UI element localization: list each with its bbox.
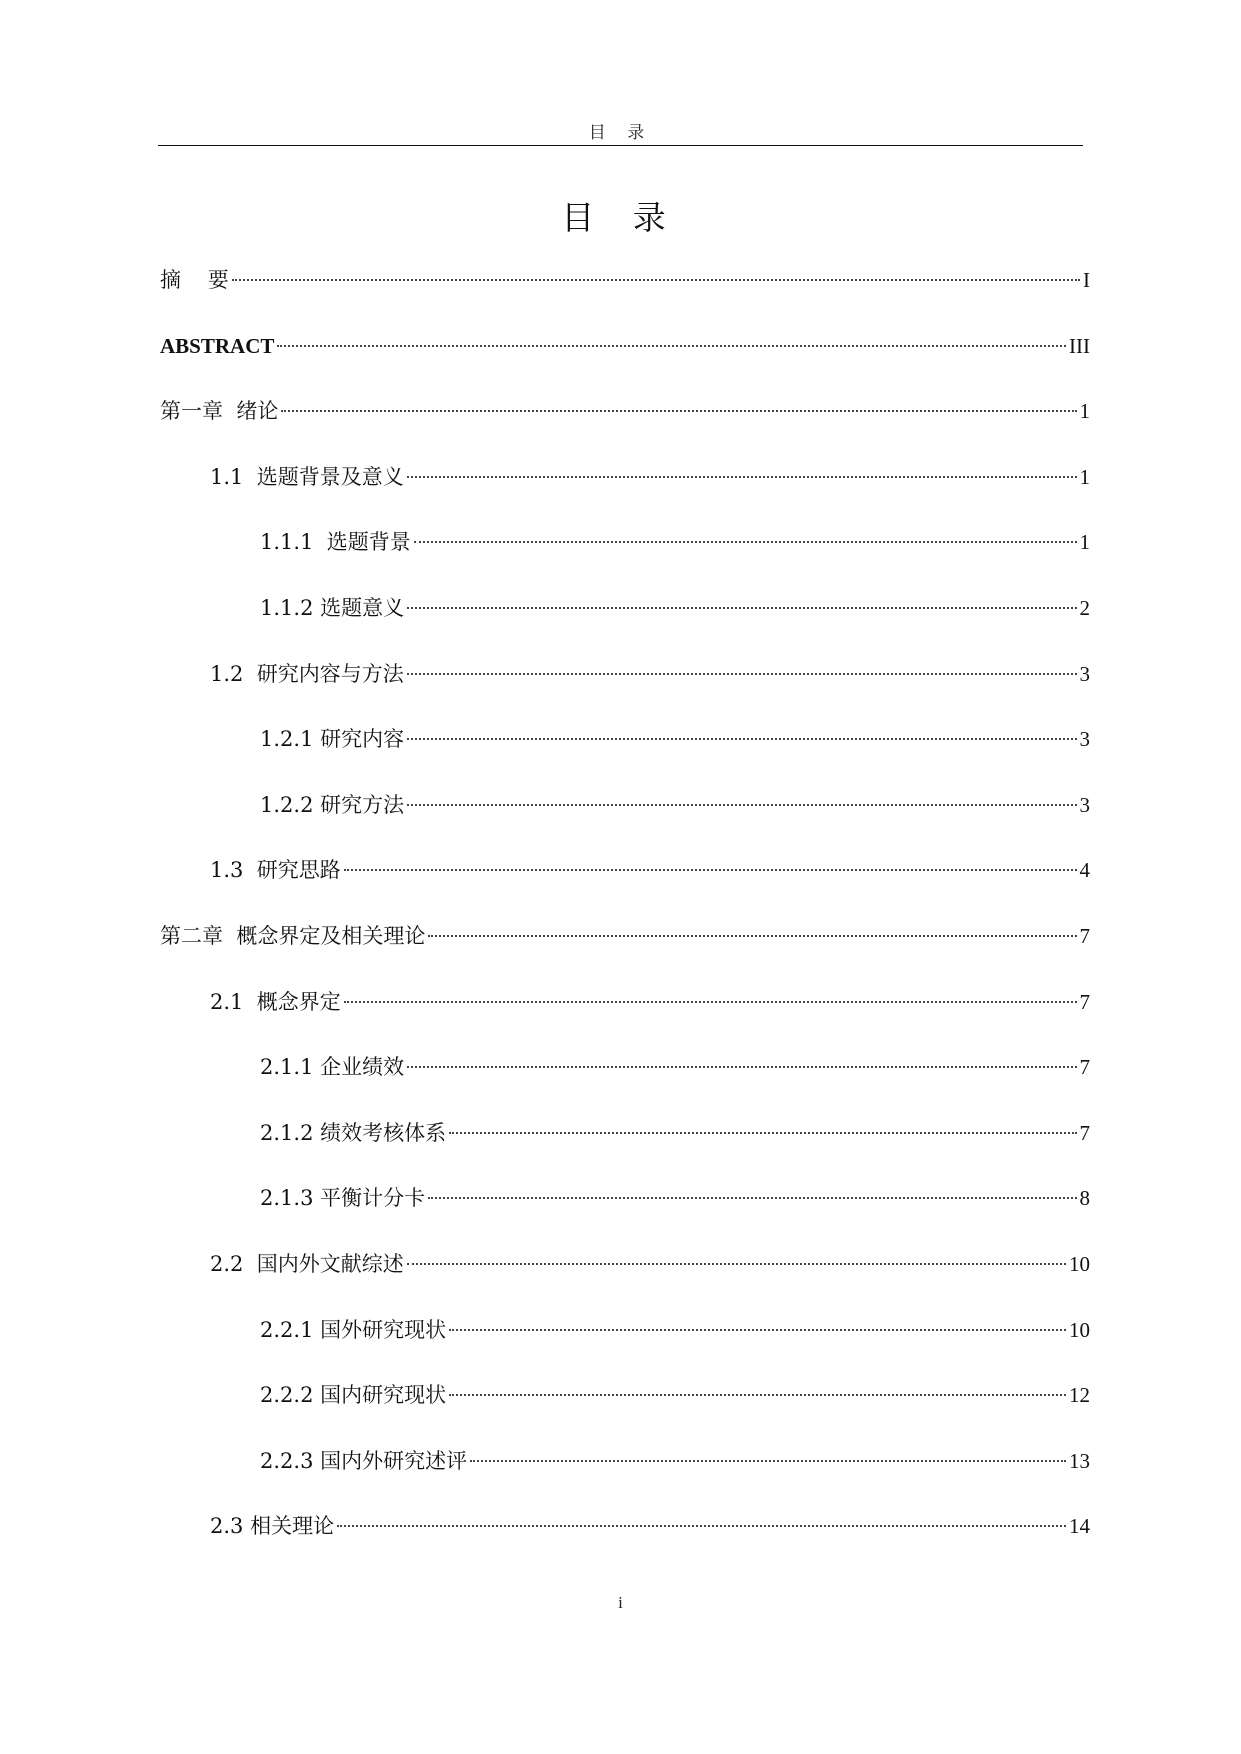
toc-entry-page-number: 1 <box>1079 399 1090 424</box>
dot-leader <box>407 804 1076 806</box>
toc-entry-page-number: 1 <box>1079 464 1090 489</box>
dot-leader <box>344 869 1077 871</box>
dot-leader <box>407 1066 1076 1068</box>
toc-entry-page-number: 7 <box>1079 1120 1090 1145</box>
toc-entry-page-number: 3 <box>1079 727 1090 752</box>
toc-entry-page-number: 12 <box>1069 1383 1090 1408</box>
toc-entry-label: 1.1 选题背景及意义 <box>210 464 404 489</box>
toc-entry[interactable] <box>160 721 1090 787</box>
toc-entry-page-number: 14 <box>1069 1514 1090 1539</box>
toc-entry[interactable] <box>160 1377 1090 1443</box>
toc-entry[interactable] <box>160 1312 1090 1378</box>
toc-entry-page-number: 10 <box>1069 1317 1090 1342</box>
toc-entry[interactable] <box>160 328 1090 394</box>
toc-entry-page-number: III <box>1069 333 1090 358</box>
toc-entry-label: 1.1.2 选题意义 <box>260 595 405 620</box>
toc-entry-label: 1.3 研究思路 <box>210 858 341 883</box>
toc-entry-page-number: 2 <box>1079 595 1090 620</box>
dot-leader <box>449 1329 1066 1331</box>
dot-leader <box>277 345 1066 347</box>
toc-entry-label: 2.3 相关理论 <box>210 1514 335 1539</box>
dot-leader <box>407 738 1076 740</box>
toc-entry[interactable] <box>160 262 1090 328</box>
toc-entry[interactable] <box>160 1246 1090 1312</box>
toc-entry-label: 1.1.1 选题背景 <box>260 530 411 555</box>
dot-leader <box>281 410 1076 412</box>
toc-entry-page-number: I <box>1083 268 1090 292</box>
dot-leader <box>344 1001 1077 1003</box>
toc-entry[interactable] <box>160 1049 1090 1115</box>
toc-entry-label: 2.1 概念界定 <box>210 989 341 1014</box>
dot-leader <box>337 1525 1066 1527</box>
dot-leader <box>407 476 1077 478</box>
toc-entry-page-number: 7 <box>1079 923 1090 948</box>
toc-entry[interactable] <box>160 787 1090 853</box>
toc-entry[interactable] <box>160 459 1090 525</box>
toc-entry-label: 2.2.1 国外研究现状 <box>260 1317 447 1342</box>
toc-entry[interactable] <box>160 918 1090 984</box>
toc-entry[interactable] <box>160 1180 1090 1246</box>
toc-entry-page-number: 4 <box>1079 858 1090 883</box>
dot-leader <box>428 935 1076 937</box>
toc-entry[interactable] <box>160 852 1090 918</box>
toc-entry[interactable] <box>160 393 1090 459</box>
toc-entry-label: 1.2.2 研究方法 <box>260 792 405 817</box>
toc-entry-page-number: 8 <box>1079 1186 1090 1211</box>
toc-entry-label: 2.1.1 企业绩效 <box>260 1055 405 1080</box>
toc-entry-label: 2.2 国内外文献综述 <box>210 1251 404 1276</box>
toc-entry[interactable] <box>160 1508 1090 1574</box>
toc-entry-page-number: 10 <box>1069 1251 1090 1276</box>
toc-entry[interactable] <box>160 984 1090 1050</box>
toc-entry-label: 第二章 概念界定及相关理论 <box>160 923 426 948</box>
toc-entry-page-number: 13 <box>1069 1448 1090 1473</box>
table-of-contents <box>160 262 1090 1574</box>
toc-entry[interactable] <box>160 524 1090 590</box>
toc-entry[interactable] <box>160 656 1090 722</box>
header-rule <box>158 145 1083 146</box>
toc-entry-page-number: 1 <box>1079 530 1090 555</box>
dot-leader <box>232 279 1080 281</box>
toc-entry[interactable] <box>160 1443 1090 1509</box>
toc-entry-label: 摘 要 <box>160 268 229 292</box>
toc-entry-label: 2.2.3 国内外研究述评 <box>260 1448 468 1473</box>
dot-leader <box>414 541 1077 543</box>
dot-leader <box>407 607 1076 609</box>
dot-leader <box>407 1263 1066 1265</box>
toc-entry-label: ABSTRACT <box>160 333 275 358</box>
dot-leader <box>449 1132 1076 1134</box>
toc-entry-label: 2.1.2 绩效考核体系 <box>260 1120 447 1145</box>
toc-entry-label: 2.2.2 国内研究现状 <box>260 1383 447 1408</box>
toc-entry-page-number: 7 <box>1079 989 1090 1014</box>
page-number: i <box>618 1593 623 1612</box>
toc-entry-label: 第一章 绪论 <box>160 399 279 424</box>
toc-entry-label: 2.1.3 平衡计分卡 <box>260 1186 426 1211</box>
toc-entry[interactable] <box>160 590 1090 656</box>
dot-leader <box>428 1197 1076 1199</box>
dot-leader <box>449 1394 1066 1396</box>
toc-entry-label: 1.2 研究内容与方法 <box>210 661 404 686</box>
dot-leader <box>470 1460 1066 1462</box>
toc-entry-label: 1.2.1 研究内容 <box>260 727 405 752</box>
toc-entry-page-number: 3 <box>1079 661 1090 686</box>
toc-entry-page-number: 7 <box>1079 1055 1090 1080</box>
toc-title: 目 录 <box>561 198 680 237</box>
running-header: 目 录 <box>588 123 653 143</box>
toc-entry[interactable] <box>160 1115 1090 1181</box>
toc-entry-page-number: 3 <box>1079 792 1090 817</box>
dot-leader <box>407 673 1077 675</box>
